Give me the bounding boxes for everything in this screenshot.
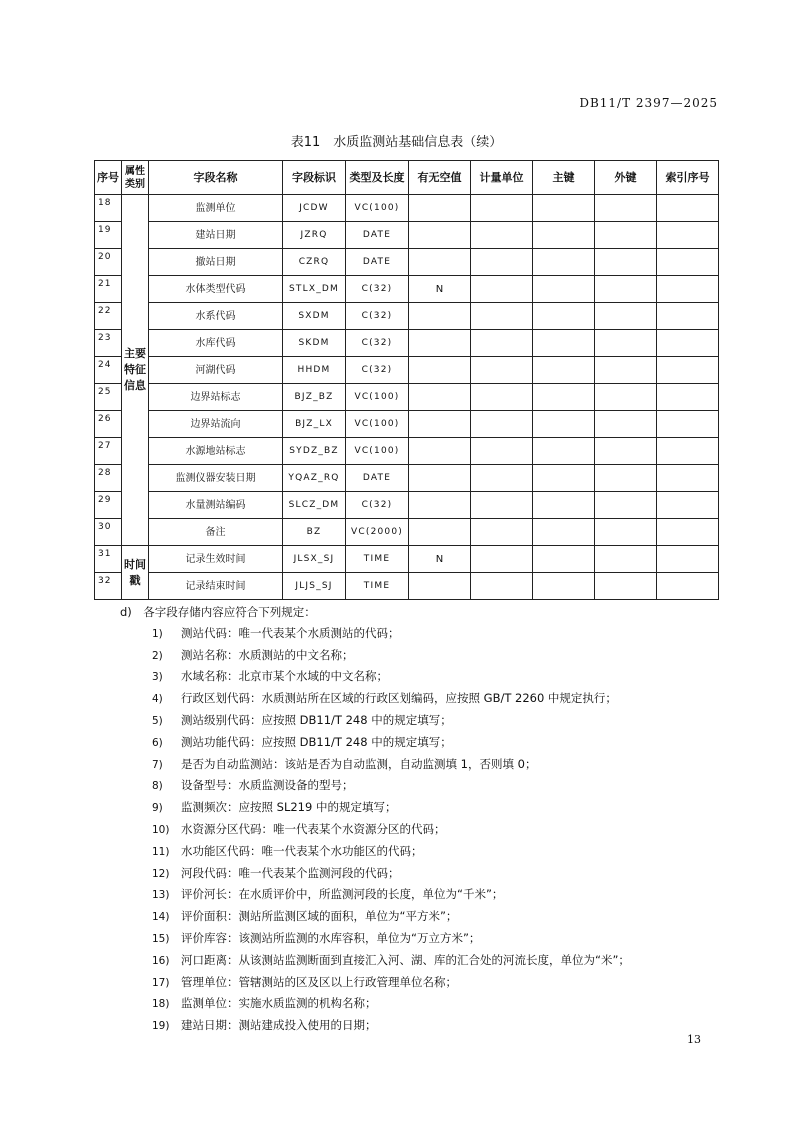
nullable <box>409 411 471 438</box>
empty-cell <box>533 195 595 222</box>
item-text: 监测频次：应按照 SL219 中的规定填写； <box>181 800 397 815</box>
item-number: 9) <box>152 802 163 815</box>
field-id: CZRQ <box>283 249 346 276</box>
item-number: 5) <box>152 714 163 727</box>
column-header: 字段标识 <box>283 161 346 195</box>
empty-cell <box>471 222 533 249</box>
empty-cell <box>471 573 533 600</box>
field-type: C(32) <box>346 330 409 357</box>
empty-cell <box>471 357 533 384</box>
field-type: TIME <box>346 546 409 573</box>
column-header: 序号 <box>95 161 122 195</box>
list-item <box>94 797 734 819</box>
column-header: 有无空值 <box>409 161 471 195</box>
item-text: 建站日期：测站建成投入使用的日期； <box>181 1018 377 1033</box>
field-id: JZRQ <box>283 222 346 249</box>
field-id: BJZ_LX <box>283 411 346 438</box>
table-row <box>95 249 719 276</box>
list-item <box>94 754 734 776</box>
field-name: 边界站标志 <box>149 384 283 411</box>
empty-cell <box>533 357 595 384</box>
item-text: 评价面积：测站所监测区域的面积，单位为“平方米”； <box>181 909 458 924</box>
field-type: VC(100) <box>346 411 409 438</box>
empty-cell <box>657 384 719 411</box>
field-id: JCDW <box>283 195 346 222</box>
field-id: JLJS_SJ <box>283 573 346 600</box>
row-number: 18 <box>95 195 122 222</box>
field-name: 河湖代码 <box>149 357 283 384</box>
nullable <box>409 249 471 276</box>
column-header: 计量单位 <box>471 161 533 195</box>
table-row <box>95 222 719 249</box>
empty-cell <box>657 546 719 573</box>
item-number: 17) <box>152 976 170 989</box>
field-id: SXDM <box>283 303 346 330</box>
row-number: 28 <box>95 465 122 492</box>
category-cell: 主要特征信息 <box>122 195 149 546</box>
item-number: 12) <box>152 867 170 880</box>
table-row <box>95 573 719 600</box>
empty-cell <box>657 438 719 465</box>
empty-cell <box>595 330 657 357</box>
column-header: 类型及长度 <box>346 161 409 195</box>
empty-cell <box>595 276 657 303</box>
field-name: 水量测站编码 <box>149 492 283 519</box>
column-header: 属性类别 <box>122 161 149 195</box>
row-number: 22 <box>95 303 122 330</box>
empty-cell <box>595 222 657 249</box>
table-row <box>95 492 719 519</box>
list-item <box>94 1015 734 1037</box>
table-title: 表11 水质监测站基础信息表（续） <box>290 135 503 150</box>
table-row <box>95 195 719 222</box>
item-text: 河口距离：从该测站监测断面到直接汇入河、湖、库的汇合处的河流长度，单位为“米”； <box>181 952 630 967</box>
empty-cell <box>595 195 657 222</box>
field-id: SKDM <box>283 330 346 357</box>
empty-cell <box>657 330 719 357</box>
nullable <box>409 492 471 519</box>
field-type: VC(100) <box>346 384 409 411</box>
row-number: 24 <box>95 357 122 384</box>
item-number: 1) <box>152 627 163 640</box>
item-number: 19) <box>152 1020 170 1033</box>
item-text: 测站名称：水质测站的中文名称； <box>181 647 354 662</box>
empty-cell <box>533 465 595 492</box>
item-number: 16) <box>152 954 170 967</box>
field-id: SLCZ_DM <box>283 492 346 519</box>
empty-cell <box>595 384 657 411</box>
field-id: BZ <box>283 519 346 546</box>
table-row <box>95 546 719 573</box>
empty-cell <box>471 546 533 573</box>
empty-cell <box>471 330 533 357</box>
empty-cell <box>471 465 533 492</box>
nullable <box>409 222 471 249</box>
list-item <box>94 732 734 754</box>
table-row <box>95 438 719 465</box>
row-number: 19 <box>95 222 122 249</box>
list-item <box>94 884 734 906</box>
empty-cell <box>533 411 595 438</box>
list-item <box>94 841 734 863</box>
list-item <box>94 928 734 950</box>
field-name: 水体类型代码 <box>149 276 283 303</box>
item-number: 6) <box>152 736 163 749</box>
field-type: VC(100) <box>346 438 409 465</box>
field-id: BJZ_BZ <box>283 384 346 411</box>
empty-cell <box>657 303 719 330</box>
field-name: 水源地站标志 <box>149 438 283 465</box>
list-item <box>94 666 734 688</box>
item-text: 评价河长：在水质评价中，所监测河段的长度，单位为“千米”； <box>181 887 504 902</box>
column-header: 主键 <box>533 161 595 195</box>
standard-code: DB11/T 2397—2025 <box>579 96 718 110</box>
table-row <box>95 384 719 411</box>
item-number: 8) <box>152 780 163 793</box>
nullable <box>409 384 471 411</box>
list-item <box>94 950 734 972</box>
row-number: 23 <box>95 330 122 357</box>
nullable <box>409 465 471 492</box>
field-name: 边界站流向 <box>149 411 283 438</box>
list-item <box>94 993 734 1015</box>
empty-cell <box>657 519 719 546</box>
field-type: DATE <box>346 249 409 276</box>
item-text: 测站级别代码：应按照 DB11/T 248 中的规定填写； <box>181 712 452 727</box>
list-item <box>94 972 734 994</box>
empty-cell <box>595 303 657 330</box>
item-number: 15) <box>152 932 170 945</box>
field-type: VC(2000) <box>346 519 409 546</box>
field-type: C(32) <box>346 492 409 519</box>
list-intro: d) 各字段存储内容应符合下列规定： <box>120 605 316 619</box>
field-id: SYDZ_BZ <box>283 438 346 465</box>
nullable <box>409 519 471 546</box>
list-item <box>94 710 734 732</box>
empty-cell <box>595 411 657 438</box>
empty-cell <box>533 546 595 573</box>
item-number: 13) <box>152 889 170 902</box>
field-table <box>94 160 719 600</box>
list-item <box>94 775 734 797</box>
row-number: 29 <box>95 492 122 519</box>
empty-cell <box>657 492 719 519</box>
table-row <box>95 465 719 492</box>
empty-cell <box>471 384 533 411</box>
empty-cell <box>533 249 595 276</box>
field-name: 备注 <box>149 519 283 546</box>
list-item <box>94 623 734 645</box>
list-item <box>94 688 734 710</box>
field-name: 水系代码 <box>149 303 283 330</box>
item-text: 评价库容：该测站所监测的水库容积，单位为“万立方米”； <box>181 930 481 945</box>
list-item <box>94 906 734 928</box>
nullable <box>409 573 471 600</box>
empty-cell <box>595 249 657 276</box>
item-text: 管理单位：管辖测站的区及区以上行政管理单位名称； <box>181 974 457 989</box>
item-number: 2) <box>152 649 163 662</box>
row-number: 20 <box>95 249 122 276</box>
empty-cell <box>533 519 595 546</box>
empty-cell <box>657 573 719 600</box>
empty-cell <box>595 519 657 546</box>
column-header: 字段名称 <box>149 161 283 195</box>
row-number: 21 <box>95 276 122 303</box>
empty-cell <box>533 492 595 519</box>
list-item <box>94 819 734 841</box>
field-name: 水库代码 <box>149 330 283 357</box>
item-text: 是否为自动监测站：该站是否为自动监测，自动监测填 1，否则填 0； <box>181 756 537 771</box>
empty-cell <box>533 573 595 600</box>
page-number: 13 <box>687 1033 701 1046</box>
row-number: 30 <box>95 519 122 546</box>
list-item <box>94 863 734 885</box>
item-text: 行政区划代码：水质测站所在区域的行政区划编码，应按照 GB/T 2260 中规定执行； <box>181 691 617 706</box>
item-number: 3) <box>152 671 163 684</box>
empty-cell <box>595 492 657 519</box>
table-row <box>95 519 719 546</box>
item-text: 水功能区代码：唯一代表某个水功能区的代码； <box>181 843 423 858</box>
empty-cell <box>533 303 595 330</box>
field-type: VC(100) <box>346 195 409 222</box>
table-row <box>95 276 719 303</box>
field-type: DATE <box>346 222 409 249</box>
item-text: 水资源分区代码：唯一代表某个水资源分区的代码； <box>181 821 446 836</box>
category-cell: 时间戳 <box>122 546 149 600</box>
table-header <box>95 161 719 195</box>
field-type: TIME <box>346 573 409 600</box>
field-name: 监测仪器安装日期 <box>149 465 283 492</box>
field-id: HHDM <box>283 357 346 384</box>
nullable <box>409 357 471 384</box>
item-number: 7) <box>152 758 163 771</box>
page-body <box>94 160 734 1037</box>
item-text: 水域名称：北京市某个水域的中文名称； <box>181 669 388 684</box>
row-number: 25 <box>95 384 122 411</box>
empty-cell <box>471 411 533 438</box>
item-number: 11) <box>152 845 170 858</box>
item-text: 测站功能代码：应按照 DB11/T 248 中的规定填写； <box>181 734 452 749</box>
field-name: 记录结束时间 <box>149 573 283 600</box>
nullable <box>409 195 471 222</box>
empty-cell <box>533 384 595 411</box>
item-text: 设备型号：水质监测设备的型号； <box>181 778 354 793</box>
row-number: 32 <box>95 573 122 600</box>
nullable <box>409 330 471 357</box>
item-number: 10) <box>152 823 170 836</box>
row-number: 26 <box>95 411 122 438</box>
list-item <box>94 645 734 667</box>
field-type: DATE <box>346 465 409 492</box>
table-row <box>95 330 719 357</box>
empty-cell <box>595 438 657 465</box>
field-name: 监测单位 <box>149 195 283 222</box>
empty-cell <box>533 222 595 249</box>
row-number: 27 <box>95 438 122 465</box>
item-text: 监测单位：实施水质监测的机构名称； <box>181 996 377 1011</box>
empty-cell <box>595 357 657 384</box>
nullable: N <box>409 276 471 303</box>
empty-cell <box>657 249 719 276</box>
table-row <box>95 357 719 384</box>
field-type: C(32) <box>346 357 409 384</box>
nullable <box>409 303 471 330</box>
empty-cell <box>471 276 533 303</box>
empty-cell <box>533 276 595 303</box>
field-type: C(32) <box>346 303 409 330</box>
empty-cell <box>471 492 533 519</box>
table-row <box>95 303 719 330</box>
item-number: 14) <box>152 911 170 924</box>
empty-cell <box>533 438 595 465</box>
row-number: 31 <box>95 546 122 573</box>
empty-cell <box>657 195 719 222</box>
empty-cell <box>533 330 595 357</box>
empty-cell <box>471 303 533 330</box>
empty-cell <box>657 465 719 492</box>
nullable <box>409 438 471 465</box>
field-id: YQAZ_RQ <box>283 465 346 492</box>
field-name: 撤站日期 <box>149 249 283 276</box>
field-name: 建站日期 <box>149 222 283 249</box>
empty-cell <box>595 573 657 600</box>
field-id: STLX_DM <box>283 276 346 303</box>
column-header: 外键 <box>595 161 657 195</box>
empty-cell <box>471 519 533 546</box>
empty-cell <box>595 465 657 492</box>
empty-cell <box>657 222 719 249</box>
empty-cell <box>657 411 719 438</box>
field-rules <box>94 602 734 1037</box>
empty-cell <box>657 357 719 384</box>
column-header: 索引序号 <box>657 161 719 195</box>
item-text: 河段代码：唯一代表某个监测河段的代码； <box>181 865 400 880</box>
empty-cell <box>657 276 719 303</box>
empty-cell <box>471 249 533 276</box>
field-type: C(32) <box>346 276 409 303</box>
empty-cell <box>595 546 657 573</box>
field-id: JLSX_SJ <box>283 546 346 573</box>
table-row <box>95 411 719 438</box>
empty-cell <box>471 195 533 222</box>
nullable: N <box>409 546 471 573</box>
empty-cell <box>471 438 533 465</box>
item-text: 测站代码：唯一代表某个水质测站的代码； <box>181 625 400 640</box>
item-number: 4) <box>152 693 163 706</box>
field-name: 记录生效时间 <box>149 546 283 573</box>
item-number: 18) <box>152 998 170 1011</box>
